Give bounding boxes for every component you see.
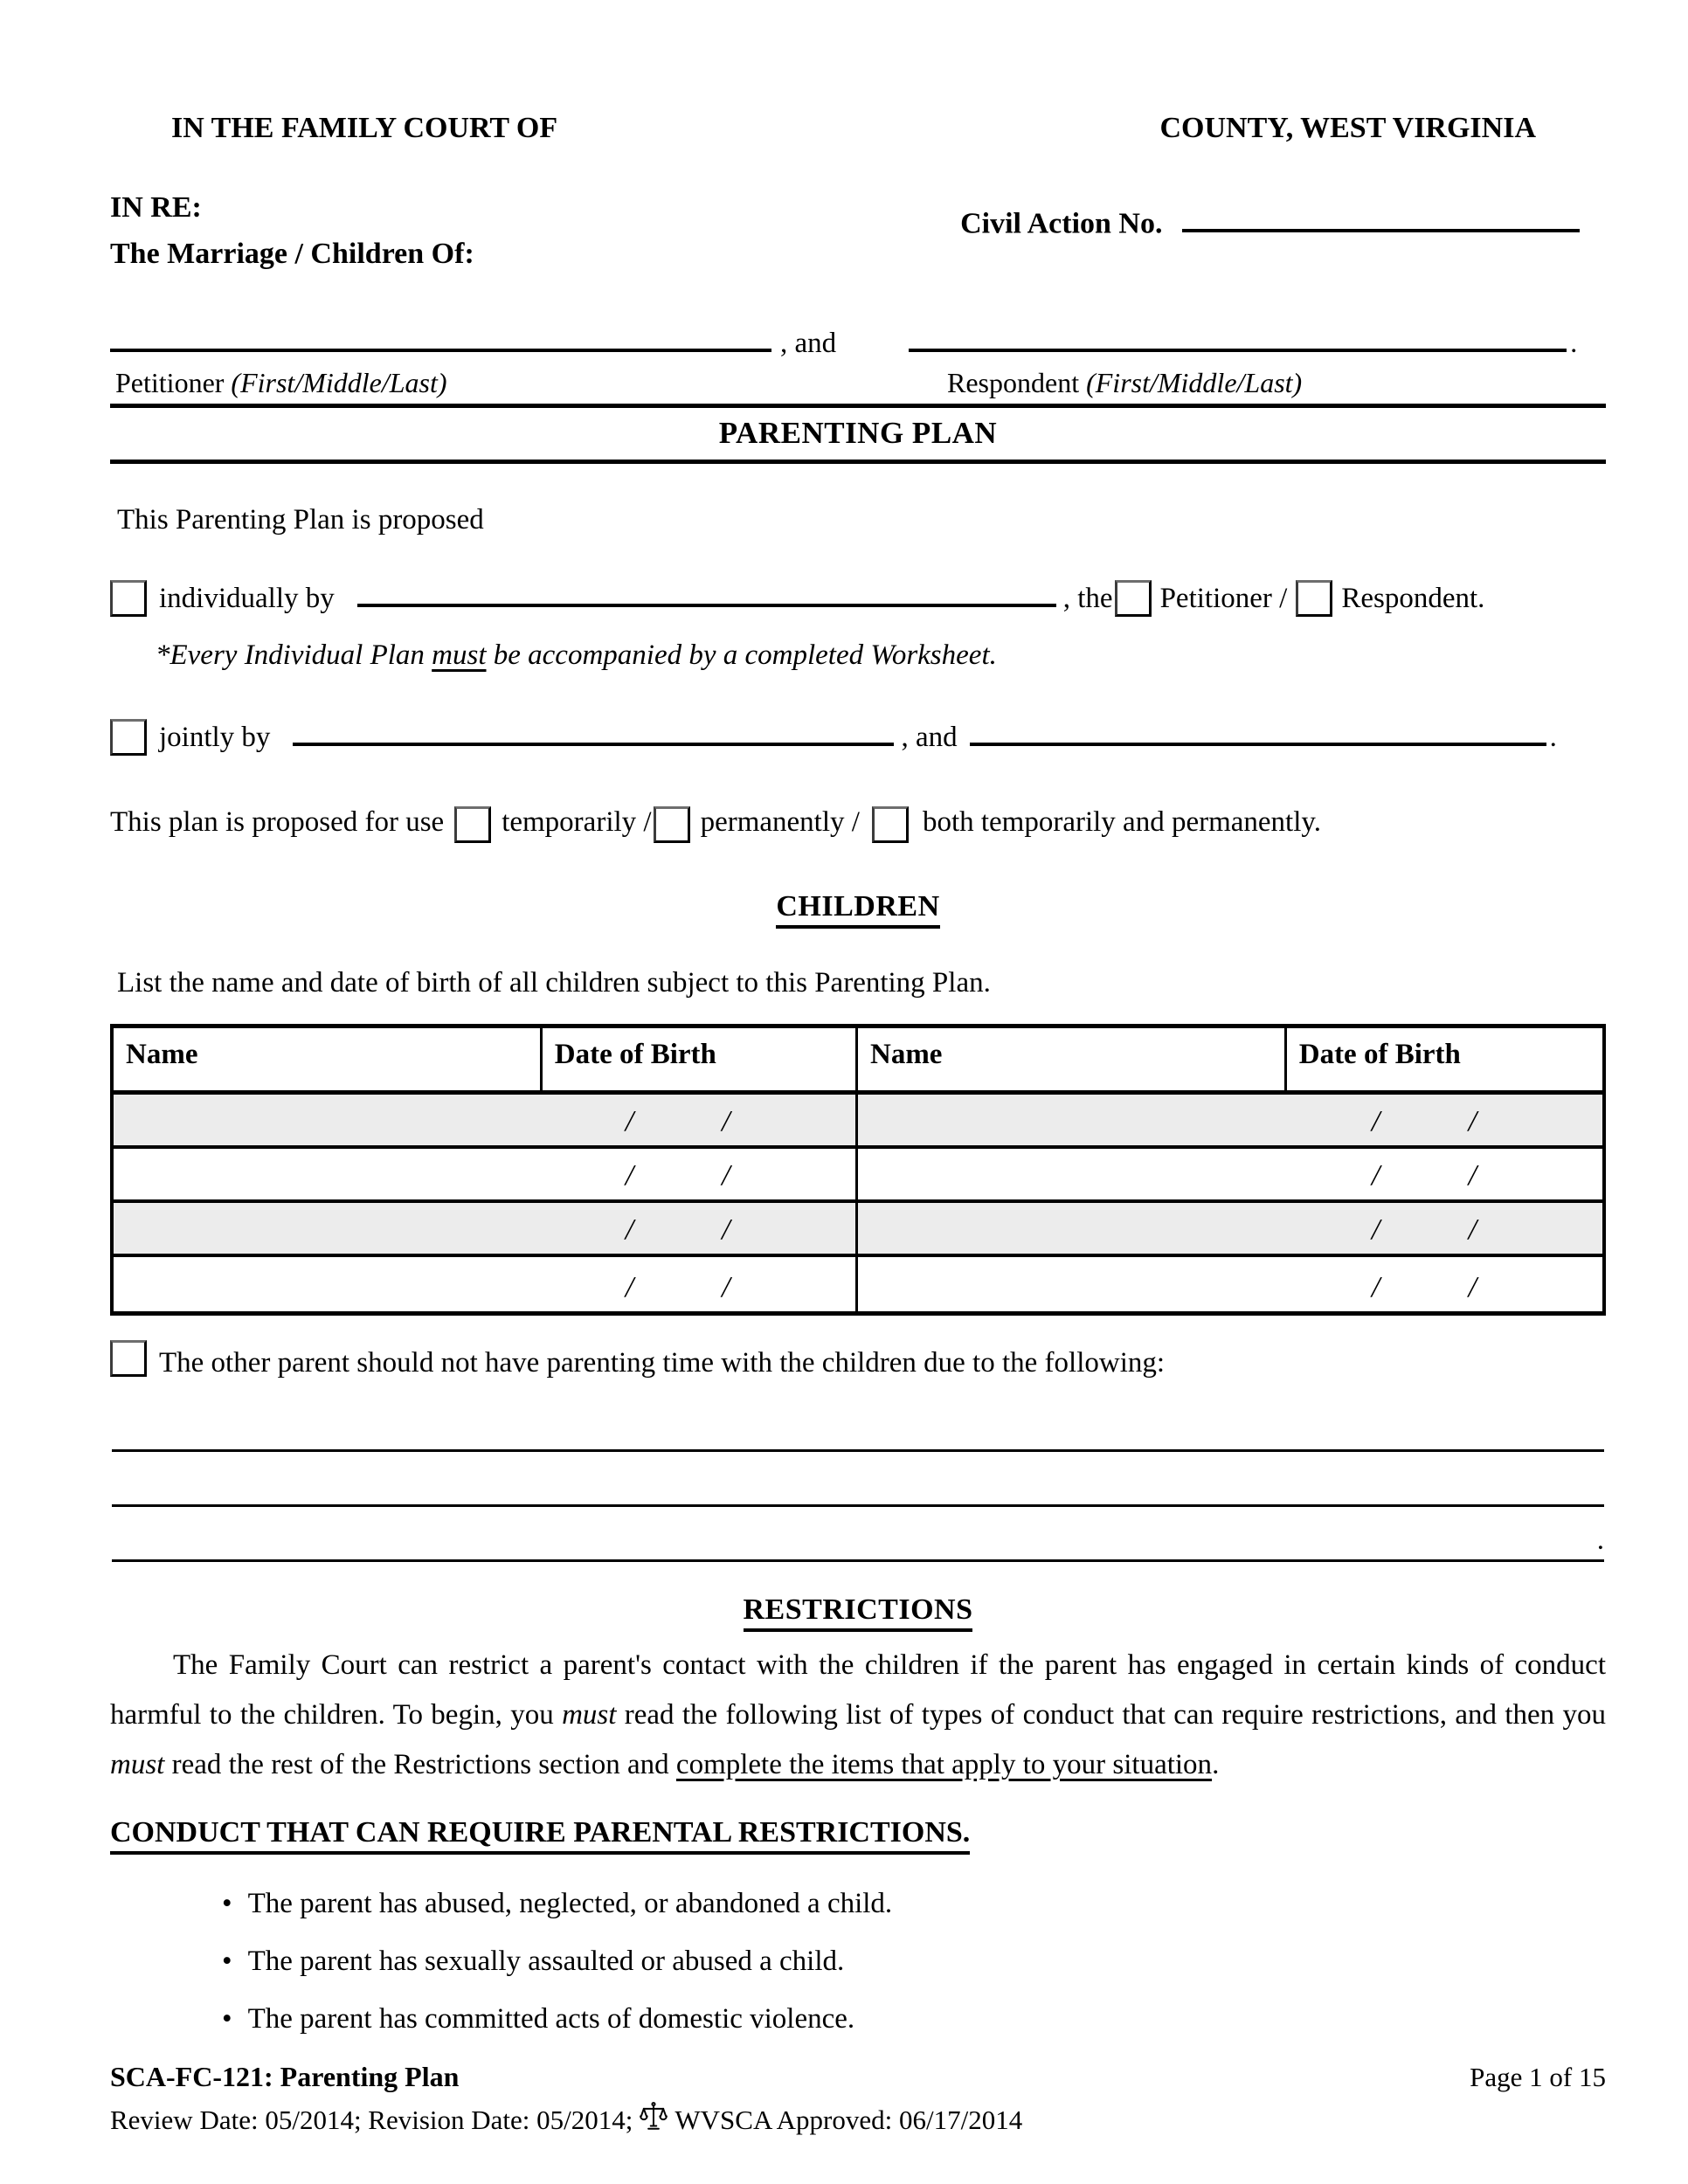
bullet-item — [222, 2003, 1606, 2035]
dob-separator: / — [1468, 1271, 1477, 1303]
jointly-row — [110, 719, 1606, 756]
no-parenting-time-checkbox[interactable] — [110, 1340, 147, 1377]
jointly-and-label: , and — [901, 722, 958, 754]
reason-write-area — [110, 1397, 1606, 1562]
joint-proposer-name-blank-2[interactable] — [970, 719, 1546, 746]
child-name-dob-cell[interactable] — [858, 1257, 1602, 1311]
bullet-glyph: • — [222, 1946, 232, 1977]
child-name-dob-cell[interactable] — [114, 1203, 858, 1254]
bullet-glyph: • — [222, 1888, 232, 1919]
review-revision-dates: Review Date: 05/2014; Revision Date: 05/2014; — [110, 2105, 633, 2135]
permanently-checkbox[interactable] — [654, 806, 690, 843]
reason-write-line-3[interactable] — [112, 1507, 1604, 1562]
dob-separator: / — [1468, 1213, 1477, 1246]
marriage-children-label: The Marriage / Children Of: — [110, 237, 474, 270]
table-row — [114, 1203, 1602, 1257]
individually-label: individually by — [159, 583, 335, 615]
table-row — [114, 1095, 1602, 1149]
party-end-period: . — [1570, 327, 1578, 359]
children-heading: CHILDREN — [110, 890, 1606, 923]
jointly-checkbox[interactable] — [110, 719, 147, 756]
reason-end-period: . — [1596, 1524, 1604, 1556]
respondent-option-label: Respondent. — [1341, 583, 1485, 615]
header-cell-dob-2: Date of Birth — [1298, 1039, 1461, 1070]
scales-of-justice-icon — [640, 2102, 668, 2139]
table-row — [114, 1257, 1602, 1311]
bullet-text: The parent has committed acts of domestic violence. — [247, 2003, 855, 2035]
footer-row-2 — [110, 2102, 1606, 2139]
bullet-glyph: • — [222, 2003, 232, 2035]
civil-action-block — [960, 204, 1580, 277]
dob-separator: / — [1371, 1159, 1380, 1192]
dob-separator: / — [625, 1105, 634, 1137]
party-captions — [110, 365, 1606, 398]
civil-action-label: Civil Action No. — [960, 207, 1163, 240]
title-rule-bottom — [110, 460, 1606, 464]
bullet-text: The parent has sexually assaulted or abused a child. — [247, 1946, 845, 1977]
dob-separator: / — [1371, 1213, 1380, 1246]
respondent-name-blank[interactable] — [909, 324, 1567, 351]
in-re-block — [110, 185, 474, 277]
approval-date: WVSCA Approved: 06/17/2014 — [675, 2105, 1023, 2135]
dob-separator: / — [722, 1213, 730, 1246]
reason-write-line-2[interactable] — [112, 1452, 1604, 1507]
form-title: PARENTING PLAN — [718, 416, 998, 450]
individually-checkbox[interactable] — [110, 580, 147, 617]
child-name-dob-cell[interactable] — [114, 1095, 858, 1145]
bullet-text: The parent has abused, neglected, or abandoned a child. — [247, 1888, 893, 1919]
children-table — [110, 1024, 1606, 1316]
conduct-bullet-list — [110, 1888, 1606, 2061]
case-caption-row — [110, 185, 1606, 277]
dob-separator: / — [722, 1159, 730, 1192]
court-title-left: IN THE FAMILY COURT OF — [171, 112, 558, 144]
reason-write-line-1[interactable] — [112, 1397, 1604, 1452]
conduct-heading: CONDUCT THAT CAN REQUIRE PARENTAL RESTRICTIONS. — [110, 1816, 1606, 1849]
footer-row-1 — [110, 2061, 1606, 2093]
plan-use-row — [110, 806, 1606, 843]
header-cell-name-1: Name — [114, 1028, 543, 1090]
jointly-end-period: . — [1549, 722, 1557, 754]
dob-separator: / — [1468, 1159, 1477, 1192]
child-name-dob-cell[interactable] — [114, 1257, 858, 1311]
header-cell-name-2: Name — [858, 1028, 1287, 1090]
dob-separator: / — [722, 1105, 730, 1137]
child-name-dob-cell[interactable] — [858, 1095, 1602, 1145]
respondent-name-format-hint: (First/Middle/Last) — [1086, 366, 1303, 398]
use-prefix-label: This plan is proposed for use — [110, 806, 445, 838]
form-id: SCA-FC-121: Parenting Plan — [110, 2061, 460, 2092]
the-label: , the — [1062, 583, 1113, 615]
respondent-caption: Respondent (First/Middle/Last) — [947, 366, 1303, 398]
title-band — [110, 404, 1606, 464]
restrictions-paragraph: The Family Court can restrict a parent's contact with the children if the parent has engaged in certain kinds of conduct harmful to the children. To begin, you must read the following list of types of conduct that can require restrictions, and then you must read the rest of the Restrictions section and complete the items that apply to your situation. — [110, 1649, 1607, 1780]
jointly-label: jointly by — [159, 722, 271, 754]
child-name-dob-cell[interactable] — [858, 1149, 1602, 1199]
no-parenting-time-label: The other parent should not have parenting time with the children due to the following: — [159, 1347, 1166, 1379]
permanently-label: permanently / — [700, 806, 860, 838]
petitioner-option-label: Petitioner / — [1159, 583, 1288, 615]
page-footer — [110, 2061, 1606, 2139]
restrictions-heading: RESTRICTIONS — [110, 1593, 1606, 1627]
court-header — [110, 112, 1606, 145]
individual-proposer-name-blank[interactable] — [357, 580, 1056, 607]
worksheet-note: *Every Individual Plan must be accompanied by a completed Worksheet. — [156, 639, 997, 671]
individually-row — [110, 580, 1606, 617]
dob-separator: / — [625, 1159, 634, 1192]
dob-separator: / — [1468, 1105, 1477, 1137]
bullet-item — [222, 1888, 1606, 1920]
temporarily-checkbox[interactable] — [454, 806, 491, 843]
dob-separator: / — [625, 1213, 634, 1246]
dob-separator: / — [722, 1271, 730, 1303]
children-instruction: List the name and date of birth of all children subject to this Parenting Plan. — [117, 967, 991, 999]
temporarily-label: temporarily / — [502, 806, 652, 838]
joint-proposer-name-blank-1[interactable] — [293, 719, 894, 746]
petitioner-name-blank[interactable] — [110, 324, 771, 351]
petitioner-caption: Petitioner (First/Middle/Last) — [115, 366, 447, 398]
table-row — [114, 1149, 1602, 1203]
in-re-label: IN RE: — [110, 191, 202, 224]
no-parenting-time-row — [110, 1347, 1606, 1379]
both-label: both temporarily and permanently. — [922, 806, 1321, 838]
bullet-item — [222, 1946, 1606, 1978]
dob-separator: / — [625, 1271, 634, 1303]
petitioner-name-format-hint: (First/Middle/Last) — [231, 366, 447, 398]
and-separator: , and — [780, 327, 837, 359]
child-name-dob-cell[interactable] — [114, 1149, 858, 1199]
child-name-dob-cell[interactable] — [858, 1203, 1602, 1254]
proposal-intro: This Parenting Plan is proposed — [117, 504, 484, 536]
civil-action-number-blank[interactable] — [1182, 204, 1580, 232]
respondent-option-checkbox[interactable] — [1296, 580, 1332, 617]
header-cell-dob-1: Date of Birth — [543, 1028, 858, 1090]
court-title-right: COUNTY, WEST VIRGINIA — [1159, 112, 1536, 144]
both-checkbox[interactable] — [872, 806, 909, 843]
party-names-row — [110, 324, 1606, 359]
dob-separator: / — [1371, 1105, 1380, 1137]
page-number: Page 1 of 15 — [1470, 2062, 1606, 2092]
petitioner-option-checkbox[interactable] — [1115, 580, 1152, 617]
dob-separator: / — [1371, 1271, 1380, 1303]
children-table-header — [114, 1028, 1602, 1095]
